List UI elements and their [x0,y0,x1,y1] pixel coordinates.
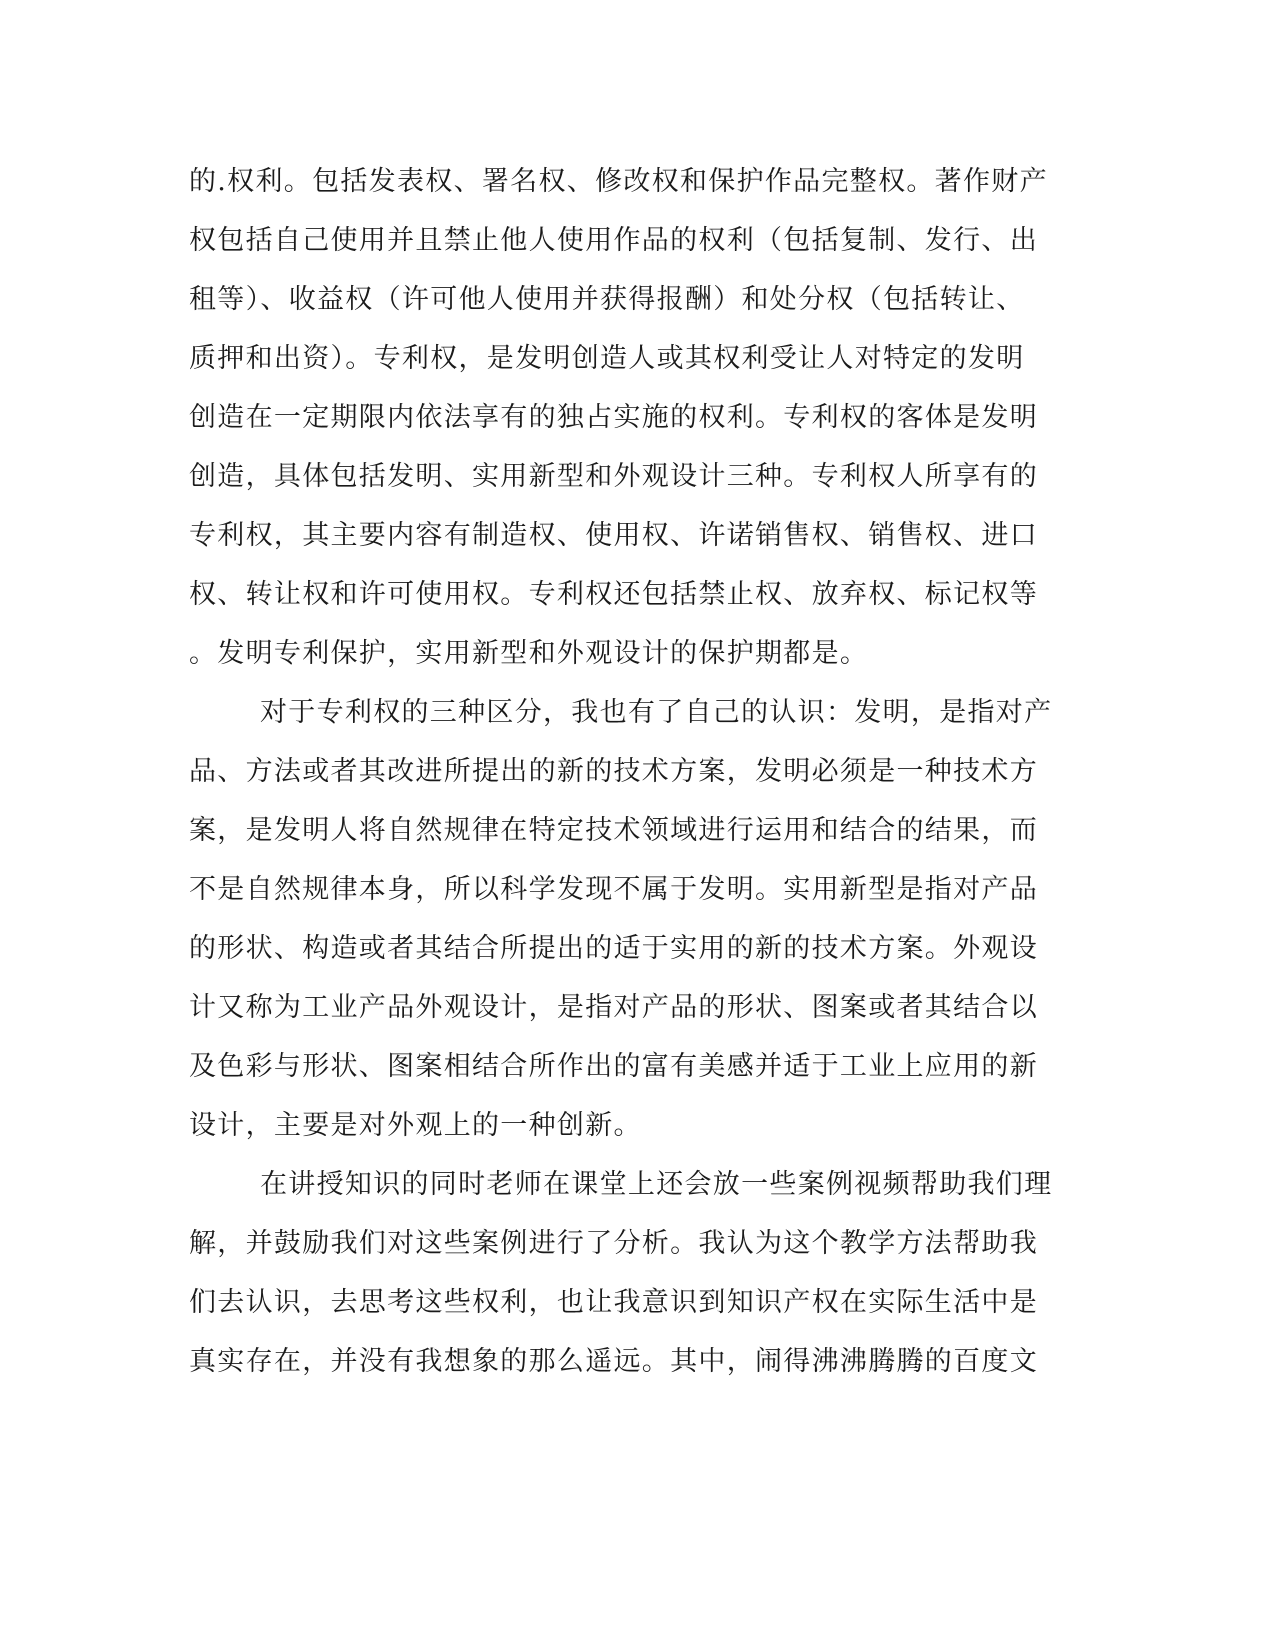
text-line: 权、转让权和许可使用权。专利权还包括禁止权、放弃权、标记权等 [189,579,1038,610]
text-line: 的形状、构造或者其结合所提出的适于实用的新的技术方案。外观设 [189,933,1038,964]
text-line: 解，并鼓励我们对这些案例进行了分析。我认为这个教学方法帮助我 [189,1228,1038,1259]
text-line: 质押和出资）。专利权，是发明创造人或其权利受让人对特定的发明 [189,343,1025,374]
text-line: 品、方法或者其改进所提出的新的技术方案，发明必须是一种技术方 [189,756,1038,787]
text-line: 。发明专利保护，实用新型和外观设计的保护期都是。 [189,638,869,669]
text-line: 及色彩与形状、图案相结合所作出的富有美感并适于工业上应用的新 [189,1051,1038,1082]
text-line: 真实存在，并没有我想象的那么遥远。其中，闹得沸沸腾腾的百度文 [189,1346,1038,1377]
paragraph-first-line: 在讲授知识的同时老师在课堂上还会放一些案例视频帮助我们理 [260,1169,1053,1200]
text-line: 租等）、收益权（许可他人使用并获得报酬）和处分权（包括转让、 [189,284,1025,315]
text-line: 专利权，其主要内容有制造权、使用权、许诺销售权、销售权、进口 [189,520,1038,551]
text-line: 权包括自己使用并且禁止他人使用作品的权利（包括复制、发行、出 [189,225,1038,256]
text-line: 设计，主要是对外观上的一种创新。 [189,1110,642,1141]
text-line: 不是自然规律本身，所以科学发现不属于发明。实用新型是指对产品 [189,874,1038,905]
text-line: 创造，具体包括发明、实用新型和外观设计三种。专利权人所享有的 [189,461,1038,492]
text-line: 的.权利。包括发表权、署名权、修改权和保护作品完整权。著作财产 [189,166,1048,197]
text-line: 创造在一定期限内依法享有的独占实施的权利。专利权的客体是发明 [189,402,1038,433]
text-line: 们去认识，去思考这些权利，也让我意识到知识产权在实际生活中是 [189,1287,1038,1318]
text-line: 案，是发明人将自然规律在特定技术领域进行运用和结合的结果，而 [189,815,1038,846]
text-line: 计又称为工业产品外观设计，是指对产品的形状、图案或者其结合以 [189,992,1038,1023]
paragraph-first-line: 对于专利权的三种区分，我也有了自己的认识：发明，是指对产 [260,697,1053,728]
